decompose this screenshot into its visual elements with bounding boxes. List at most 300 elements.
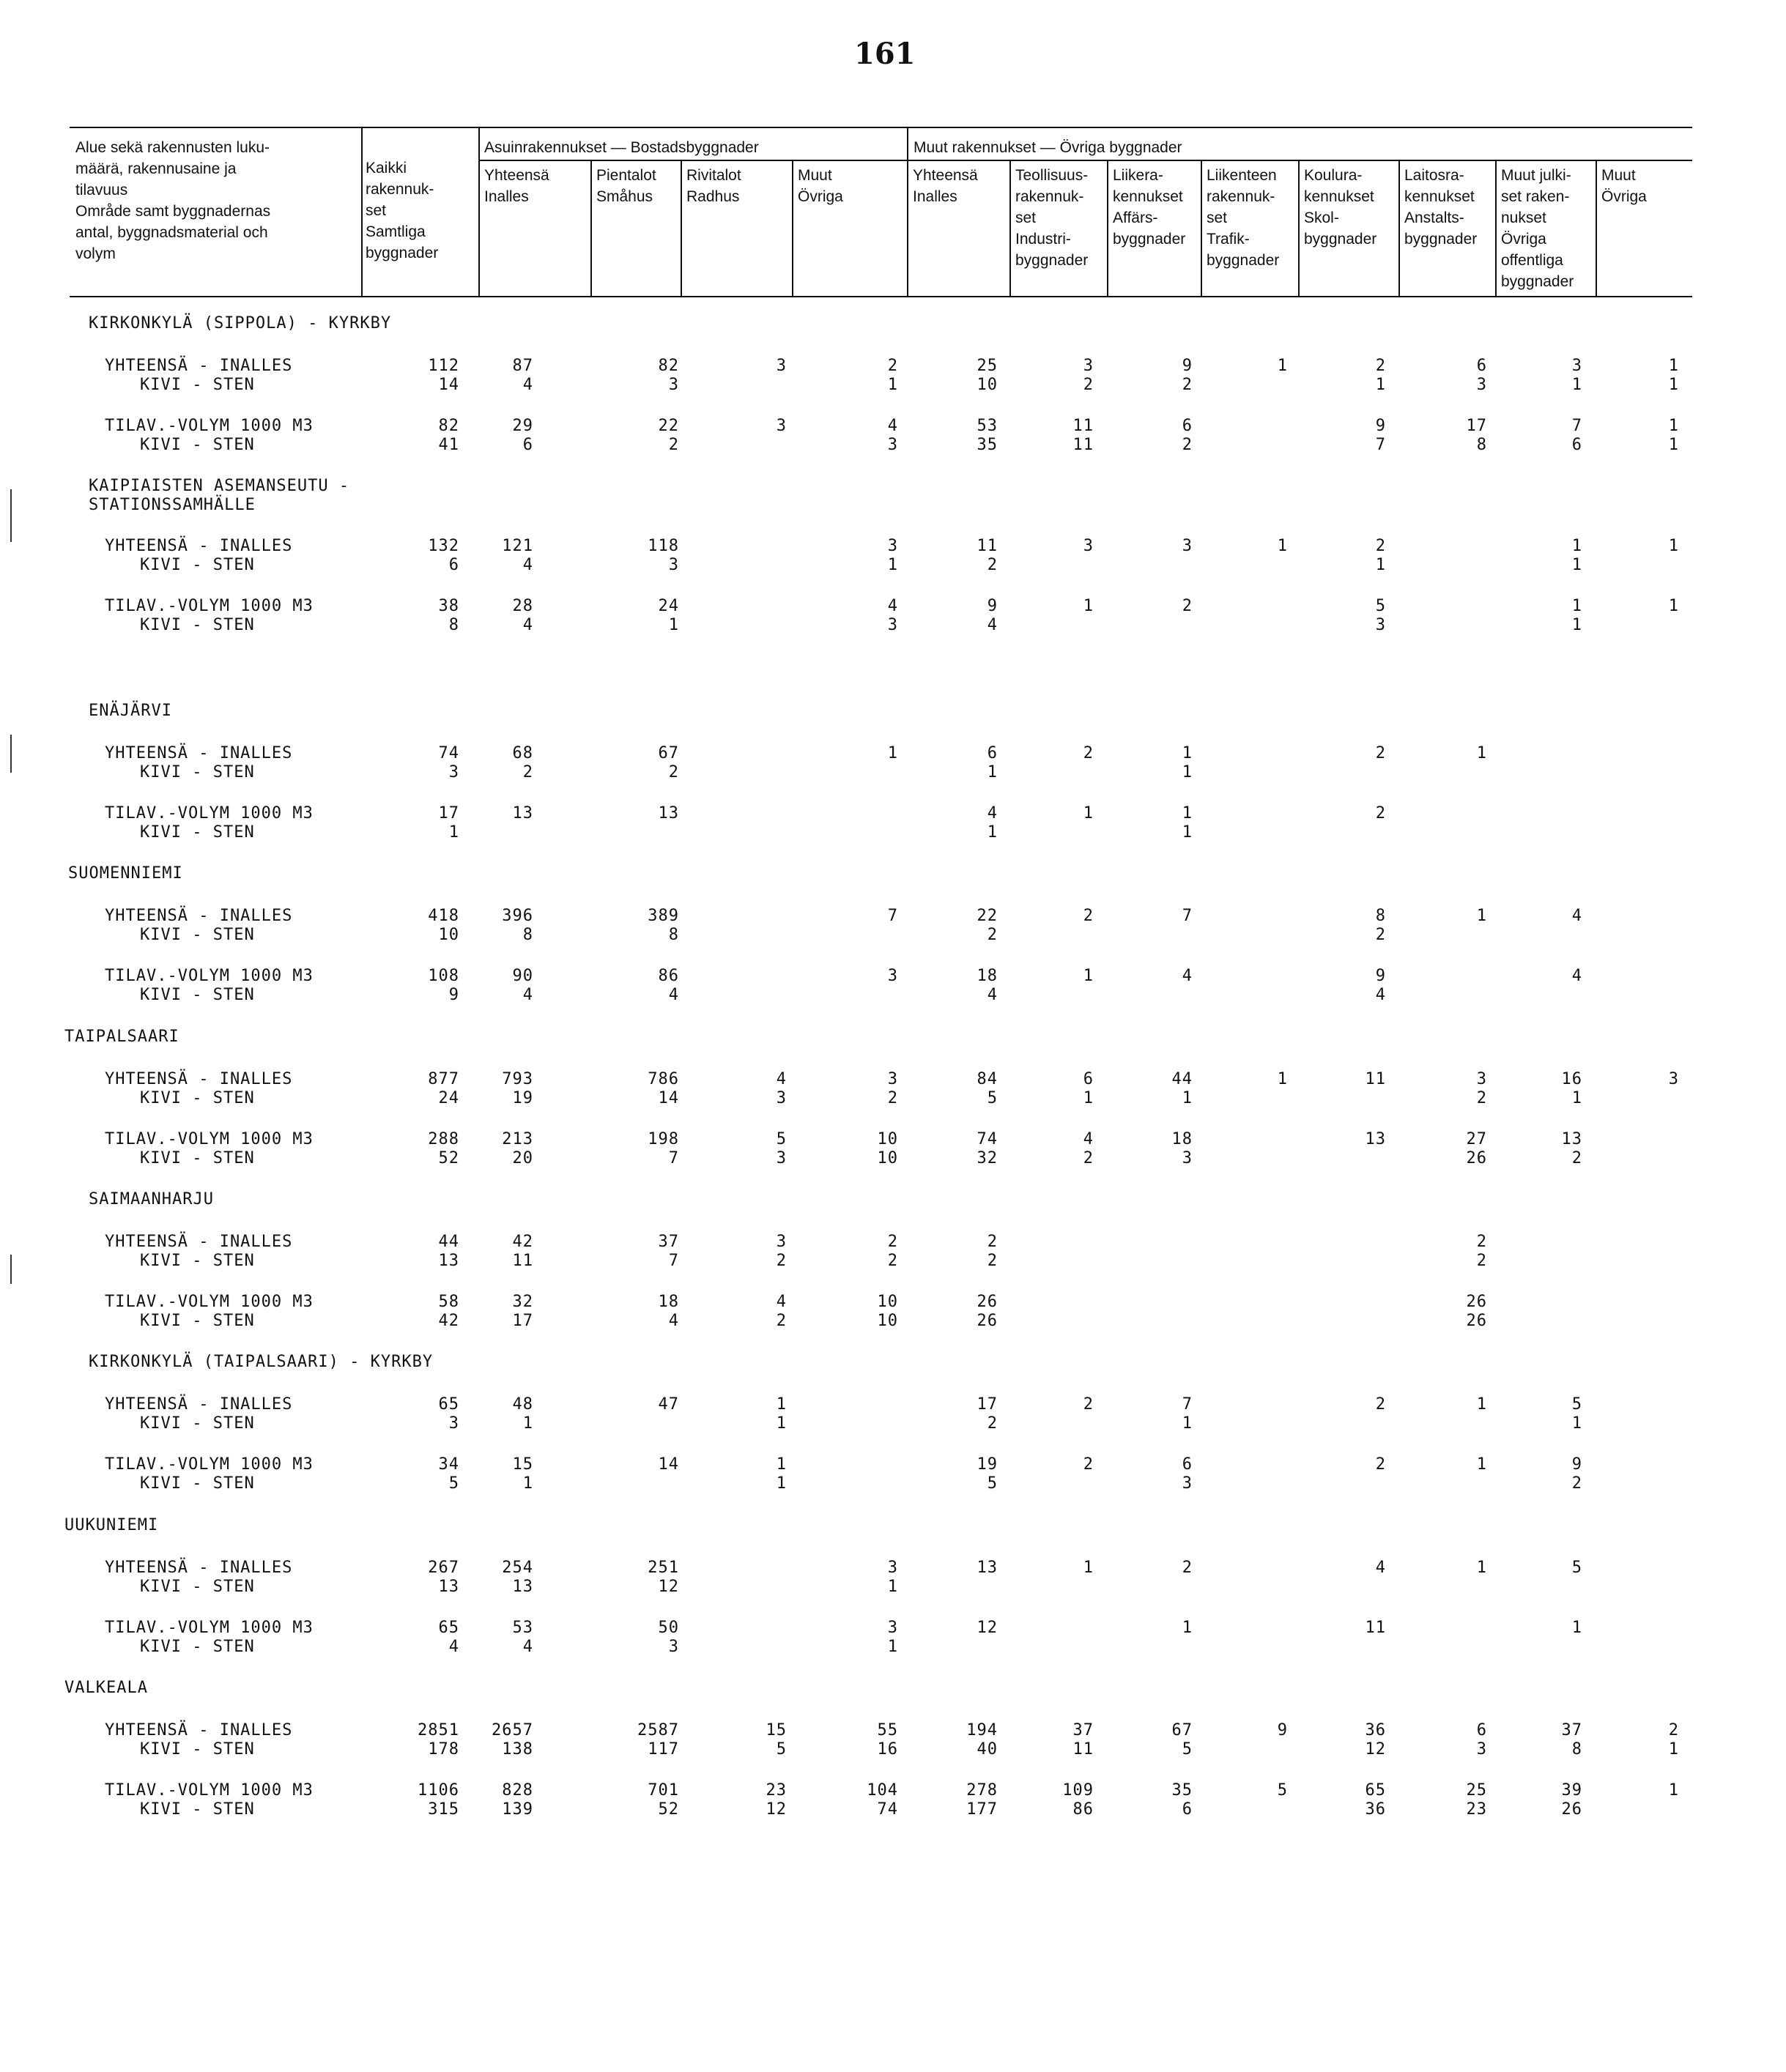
table-cell: 3 bbox=[776, 1149, 787, 1167]
table-cell: 3 bbox=[776, 357, 787, 375]
table-cell: 9 bbox=[1375, 967, 1386, 985]
table-cell: 2 bbox=[668, 436, 679, 454]
table-cell: 1 bbox=[1182, 763, 1193, 781]
table-cell: 22 bbox=[977, 907, 998, 925]
row-label: TILAV.-VOLYM 1000 M3 bbox=[105, 967, 314, 985]
table-cell: 1 bbox=[1668, 537, 1679, 555]
row-label: KIVI - STEN bbox=[140, 926, 255, 944]
table-cell: 2 bbox=[1375, 357, 1386, 375]
table-cell: 27 bbox=[1466, 1130, 1487, 1148]
header-area: Alue sekä rakennusten luku- määrä, rakennusaine ja tilavuus Område samt byggnadernas antal, byggnadsmaterial och volym bbox=[75, 139, 271, 262]
table-cell: 4 bbox=[448, 1638, 459, 1656]
table-cell: 194 bbox=[966, 1721, 998, 1739]
table-cell: 37 bbox=[1072, 1721, 1094, 1739]
table-cell: 2 bbox=[1668, 1721, 1679, 1739]
row-label: TILAV.-VOLYM 1000 M3 bbox=[105, 1781, 314, 1800]
table-cell: 6 bbox=[1571, 436, 1582, 454]
table-cell: 9 bbox=[1375, 417, 1386, 435]
table-cell: 2 bbox=[1375, 1455, 1386, 1474]
table-cell: 1 bbox=[1668, 597, 1679, 615]
table-cell: 1 bbox=[887, 1638, 898, 1656]
table-cell: 2 bbox=[1182, 376, 1193, 394]
table-cell: 13 bbox=[658, 804, 679, 823]
table-cell: 138 bbox=[502, 1740, 533, 1759]
table-cell: 26 bbox=[1466, 1312, 1487, 1330]
table-cell: 28 bbox=[512, 597, 533, 615]
table-cell: 2 bbox=[1375, 1395, 1386, 1414]
table-cell: 10 bbox=[877, 1130, 898, 1148]
table-cell: 1 bbox=[522, 1414, 533, 1433]
table-cell: 1 bbox=[1571, 1089, 1582, 1107]
table-cell: 4 bbox=[987, 804, 998, 823]
table-cell: 37 bbox=[658, 1233, 679, 1251]
table-cell: 55 bbox=[877, 1721, 898, 1739]
table-cell: 7 bbox=[1571, 417, 1582, 435]
table-cell: 1 bbox=[776, 1455, 787, 1474]
table-cell: 9 bbox=[1277, 1721, 1288, 1739]
table-cell: 26 bbox=[977, 1312, 998, 1330]
table-cell: 4 bbox=[1375, 1559, 1386, 1577]
table-cell: 3 bbox=[887, 967, 898, 985]
table-cell: 3 bbox=[887, 1619, 898, 1637]
table-cell: 10 bbox=[438, 926, 459, 944]
scan-mark bbox=[10, 735, 12, 773]
table-cell: 121 bbox=[502, 537, 533, 555]
table-cell: 1 bbox=[1083, 1089, 1094, 1107]
header-col-3: Rivitalot Radhus bbox=[686, 167, 741, 205]
table-cell: 4 bbox=[522, 616, 533, 634]
table-cell: 8 bbox=[668, 926, 679, 944]
table-cell: 5 bbox=[448, 1474, 459, 1493]
row-label: KIVI - STEN bbox=[140, 436, 255, 454]
row-label: KIVI - STEN bbox=[140, 1089, 255, 1107]
table-cell: 65 bbox=[438, 1619, 459, 1637]
table-cell: 8 bbox=[448, 616, 459, 634]
table-cell: 1 bbox=[1083, 1559, 1094, 1577]
table-cell: 22 bbox=[658, 417, 679, 435]
row-label: TILAV.-VOLYM 1000 M3 bbox=[105, 417, 314, 435]
table-cell: 5 bbox=[1571, 1559, 1582, 1577]
table-cell: 35 bbox=[977, 436, 998, 454]
section-title: UUKUNIEMI bbox=[64, 1516, 159, 1534]
table-cell: 1106 bbox=[418, 1781, 459, 1800]
table-cell: 4 bbox=[668, 986, 679, 1004]
table-cell: 3 bbox=[1476, 1740, 1487, 1759]
table-cell: 12 bbox=[658, 1578, 679, 1596]
row-label: KIVI - STEN bbox=[140, 1414, 255, 1433]
table-cell: 2 bbox=[668, 763, 679, 781]
table-cell: 42 bbox=[438, 1312, 459, 1330]
table-cell: 23 bbox=[1466, 1800, 1487, 1819]
header-col-1: Yhteensä Inalles bbox=[484, 167, 549, 205]
table-cell: 9 bbox=[1182, 357, 1193, 375]
table-cell: 37 bbox=[1561, 1721, 1582, 1739]
table-cell: 1 bbox=[1571, 616, 1582, 634]
table-cell: 3 bbox=[776, 417, 787, 435]
table-cell: 3 bbox=[776, 1233, 787, 1251]
table-cell: 2 bbox=[1083, 1149, 1094, 1167]
section-title: KIRKONKYLÄ (TAIPALSAARI) - KYRKBY bbox=[89, 1353, 434, 1371]
table-cell: 2 bbox=[1083, 744, 1094, 762]
table-cell: 13 bbox=[512, 1578, 533, 1596]
table-cell: 2 bbox=[1375, 537, 1386, 555]
table-cell: 8 bbox=[522, 926, 533, 944]
table-cell: 278 bbox=[966, 1781, 998, 1800]
table-cell: 1 bbox=[776, 1414, 787, 1433]
table-cell: 17 bbox=[1466, 417, 1487, 435]
table-cell: 5 bbox=[1182, 1740, 1193, 1759]
table-cell: 1 bbox=[1277, 537, 1288, 555]
table-cell: 87 bbox=[512, 357, 533, 375]
table-cell: 29 bbox=[512, 417, 533, 435]
header-col-9: Koulura- kennukset Skol- byggnader bbox=[1304, 167, 1377, 248]
table-cell: 11 bbox=[512, 1252, 533, 1270]
table-cell: 14 bbox=[438, 376, 459, 394]
table-cell: 41 bbox=[438, 436, 459, 454]
table-cell: 3 bbox=[668, 376, 679, 394]
table-cell: 11 bbox=[1072, 1740, 1094, 1759]
table-cell: 104 bbox=[867, 1781, 898, 1800]
row-label: KIVI - STEN bbox=[140, 1740, 255, 1759]
table-cell: 10 bbox=[877, 1149, 898, 1167]
table-cell: 3 bbox=[776, 1089, 787, 1107]
table-cell: 2657 bbox=[492, 1721, 533, 1739]
table-cell: 26 bbox=[1466, 1293, 1487, 1311]
table-cell: 3 bbox=[1375, 616, 1386, 634]
table-cell: 1 bbox=[1571, 376, 1582, 394]
table-cell: 3 bbox=[887, 1070, 898, 1088]
table-cell: 3 bbox=[1182, 537, 1193, 555]
table-cell: 1 bbox=[1277, 357, 1288, 375]
table-cell: 1 bbox=[1668, 1740, 1679, 1759]
table-cell: 1 bbox=[1571, 1619, 1582, 1637]
table-cell: 86 bbox=[658, 967, 679, 985]
table-cell: 7 bbox=[887, 907, 898, 925]
table-cell: 6 bbox=[1476, 357, 1487, 375]
table-cell: 1 bbox=[1182, 1619, 1193, 1637]
table-cell: 32 bbox=[512, 1293, 533, 1311]
table-cell: 32 bbox=[977, 1149, 998, 1167]
section-title: KIRKONKYLÄ (SIPPOLA) - KYRKBY bbox=[89, 314, 392, 333]
row-label: KIVI - STEN bbox=[140, 376, 255, 394]
table-cell: 1 bbox=[1083, 597, 1094, 615]
table-cell: 10 bbox=[977, 376, 998, 394]
table-cell: 6 bbox=[1476, 1721, 1487, 1739]
table-cell: 198 bbox=[648, 1130, 679, 1148]
table-cell: 178 bbox=[428, 1740, 459, 1759]
table-cell: 1 bbox=[1476, 1455, 1487, 1474]
table-cell: 5 bbox=[1375, 597, 1386, 615]
table-cell: 5 bbox=[987, 1474, 998, 1493]
table-cell: 24 bbox=[658, 597, 679, 615]
table-cell: 6 bbox=[987, 744, 998, 762]
table-cell: 65 bbox=[1365, 1781, 1386, 1800]
table-cell: 4 bbox=[668, 1312, 679, 1330]
table-cell: 53 bbox=[512, 1619, 533, 1637]
table-cell: 1 bbox=[887, 556, 898, 574]
table-cell: 139 bbox=[502, 1800, 533, 1819]
table-cell: 1 bbox=[1375, 556, 1386, 574]
table-cell: 2 bbox=[1476, 1252, 1487, 1270]
table-cell: 1 bbox=[1668, 436, 1679, 454]
table-cell: 42 bbox=[512, 1233, 533, 1251]
section-title: ENÄJÄRVI bbox=[89, 702, 172, 720]
table-cell: 1 bbox=[1668, 417, 1679, 435]
table-cell: 1 bbox=[987, 823, 998, 842]
table-cell: 1 bbox=[668, 616, 679, 634]
row-label: KIVI - STEN bbox=[140, 1474, 255, 1493]
table-cell: 13 bbox=[977, 1559, 998, 1577]
table-cell: 1 bbox=[1476, 907, 1487, 925]
table-cell: 7 bbox=[1182, 907, 1193, 925]
table-cell: 4 bbox=[522, 986, 533, 1004]
table-cell: 18 bbox=[1171, 1130, 1193, 1148]
table-cell: 16 bbox=[877, 1740, 898, 1759]
table-cell: 9 bbox=[987, 597, 998, 615]
table-cell: 267 bbox=[428, 1559, 459, 1577]
table-cell: 13 bbox=[438, 1252, 459, 1270]
table-cell: 3 bbox=[1083, 537, 1094, 555]
table-cell: 786 bbox=[648, 1070, 679, 1088]
table-cell: 1 bbox=[1571, 537, 1582, 555]
table-cell: 2 bbox=[1476, 1089, 1487, 1107]
table-cell: 35 bbox=[1171, 1781, 1193, 1800]
table-cell: 4 bbox=[1375, 986, 1386, 1004]
table-cell: 52 bbox=[438, 1149, 459, 1167]
table-cell: 2 bbox=[987, 1252, 998, 1270]
page-number: 161 bbox=[854, 37, 916, 71]
table-cell: 254 bbox=[502, 1559, 533, 1577]
table-cell: 17 bbox=[977, 1395, 998, 1414]
table-cell: 67 bbox=[1171, 1721, 1193, 1739]
table-cell: 3 bbox=[1476, 376, 1487, 394]
table-cell: 18 bbox=[977, 967, 998, 985]
table-cell: 2 bbox=[1182, 597, 1193, 615]
table-cell: 5 bbox=[776, 1740, 787, 1759]
table-cell: 12 bbox=[977, 1619, 998, 1637]
table-cell: 20 bbox=[512, 1149, 533, 1167]
section-title: KAIPIAISTEN ASEMANSEUTU - STATIONSSAMHÄLLE bbox=[89, 477, 350, 514]
table-cell: 7 bbox=[668, 1149, 679, 1167]
table-cell: 108 bbox=[428, 967, 459, 985]
table-cell: 47 bbox=[658, 1395, 679, 1414]
table-cell: 1 bbox=[1375, 376, 1386, 394]
table-cell: 13 bbox=[438, 1578, 459, 1596]
table-cell: 12 bbox=[1365, 1740, 1386, 1759]
table-cell: 389 bbox=[648, 907, 679, 925]
table-cell: 2 bbox=[1375, 804, 1386, 823]
table-cell: 26 bbox=[1466, 1149, 1487, 1167]
table-cell: 11 bbox=[1365, 1070, 1386, 1088]
table-cell: 315 bbox=[428, 1800, 459, 1819]
table-cell: 3 bbox=[1571, 357, 1582, 375]
row-label: YHTEENSÄ - INALLES bbox=[105, 1721, 293, 1739]
table-cell: 5 bbox=[1277, 1781, 1288, 1800]
row-label: YHTEENSÄ - INALLES bbox=[105, 1070, 293, 1088]
section-title: SUOMENNIEMI bbox=[68, 864, 183, 883]
table-cell: 2 bbox=[1182, 436, 1193, 454]
table-cell: 13 bbox=[1365, 1130, 1386, 1148]
table-cell: 3 bbox=[887, 1559, 898, 1577]
table-cell: 24 bbox=[438, 1089, 459, 1107]
table-cell: 2 bbox=[1083, 376, 1094, 394]
table-cell: 2 bbox=[1571, 1149, 1582, 1167]
table-cell: 52 bbox=[658, 1800, 679, 1819]
table-cell: 5 bbox=[1571, 1395, 1582, 1414]
table-cell: 6 bbox=[1182, 1800, 1193, 1819]
table-cell: 396 bbox=[502, 907, 533, 925]
table-cell: 4 bbox=[1571, 907, 1582, 925]
table-cell: 2 bbox=[1182, 1559, 1193, 1577]
table-cell: 4 bbox=[887, 417, 898, 435]
header-col-2: Pientalot Småhus bbox=[596, 167, 656, 205]
table-cell: 3 bbox=[668, 556, 679, 574]
table-cell: 50 bbox=[658, 1619, 679, 1637]
table-cell: 18 bbox=[658, 1293, 679, 1311]
table-cell: 11 bbox=[1072, 417, 1094, 435]
table-cell: 9 bbox=[1571, 1455, 1582, 1474]
table-cell: 2 bbox=[1083, 1395, 1094, 1414]
table-cell: 1 bbox=[1571, 556, 1582, 574]
row-label: TILAV.-VOLYM 1000 M3 bbox=[105, 804, 314, 823]
table-cell: 2 bbox=[987, 556, 998, 574]
row-label: TILAV.-VOLYM 1000 M3 bbox=[105, 1619, 314, 1637]
table-cell: 2 bbox=[887, 1252, 898, 1270]
table-cell: 112 bbox=[428, 357, 459, 375]
row-label: YHTEENSÄ - INALLES bbox=[105, 1395, 293, 1414]
table-cell: 6 bbox=[1182, 417, 1193, 435]
table-cell: 1 bbox=[776, 1395, 787, 1414]
table-cell: 36 bbox=[1365, 1800, 1386, 1819]
table-cell: 2 bbox=[1375, 744, 1386, 762]
table-cell: 7 bbox=[668, 1252, 679, 1270]
table-cell: 2 bbox=[776, 1312, 787, 1330]
row-label: KIVI - STEN bbox=[140, 616, 255, 634]
table-cell: 132 bbox=[428, 537, 459, 555]
table-cell: 4 bbox=[987, 986, 998, 1004]
table-cell: 2 bbox=[987, 1414, 998, 1433]
table-cell: 1 bbox=[1083, 967, 1094, 985]
table-cell: 4 bbox=[522, 376, 533, 394]
table-cell: 19 bbox=[977, 1455, 998, 1474]
table-cell: 25 bbox=[1466, 1781, 1487, 1800]
row-label: YHTEENSÄ - INALLES bbox=[105, 1559, 293, 1577]
table-cell: 2 bbox=[1083, 1455, 1094, 1474]
table-cell: 74 bbox=[438, 744, 459, 762]
header-all-buildings: Kaikki rakennuk- set Samtliga byggnader bbox=[366, 160, 439, 261]
table-cell: 3 bbox=[887, 616, 898, 634]
table-cell: 14 bbox=[658, 1455, 679, 1474]
table-cell: 1 bbox=[887, 376, 898, 394]
table-cell: 1 bbox=[1083, 804, 1094, 823]
table-cell: 8 bbox=[1571, 1740, 1582, 1759]
table-cell: 251 bbox=[648, 1559, 679, 1577]
table-cell: 15 bbox=[512, 1455, 533, 1474]
table-cell: 1 bbox=[1182, 823, 1193, 842]
table-cell: 7 bbox=[1182, 1395, 1193, 1414]
table-cell: 39 bbox=[1561, 1781, 1582, 1800]
table-cell: 5 bbox=[776, 1130, 787, 1148]
table-cell: 26 bbox=[1561, 1800, 1582, 1819]
row-label: KIVI - STEN bbox=[140, 986, 255, 1004]
row-label: KIVI - STEN bbox=[140, 556, 255, 574]
section-title: SAIMAANHARJU bbox=[89, 1190, 214, 1208]
table-cell: 213 bbox=[502, 1130, 533, 1148]
table-cell: 2 bbox=[987, 926, 998, 944]
table-cell: 36 bbox=[1365, 1721, 1386, 1739]
table-cell: 3 bbox=[887, 436, 898, 454]
table-cell: 7 bbox=[1375, 436, 1386, 454]
table-cell: 177 bbox=[966, 1800, 998, 1819]
table-cell: 84 bbox=[977, 1070, 998, 1088]
table-cell: 14 bbox=[658, 1089, 679, 1107]
table-cell: 1 bbox=[887, 744, 898, 762]
table-cell: 1 bbox=[1182, 804, 1193, 823]
row-label: YHTEENSÄ - INALLES bbox=[105, 537, 293, 555]
table-cell: 4 bbox=[887, 597, 898, 615]
table-cell: 793 bbox=[502, 1070, 533, 1088]
table-cell: 418 bbox=[428, 907, 459, 925]
row-label: KIVI - STEN bbox=[140, 1638, 255, 1656]
table-cell: 15 bbox=[766, 1721, 787, 1739]
table-cell: 8 bbox=[1375, 907, 1386, 925]
table-header bbox=[70, 127, 1692, 299]
table-cell: 25 bbox=[977, 357, 998, 375]
table-cell: 2 bbox=[1571, 1474, 1582, 1493]
table-cell: 3 bbox=[1083, 357, 1094, 375]
row-label: TILAV.-VOLYM 1000 M3 bbox=[105, 1455, 314, 1474]
table-cell: 1 bbox=[1571, 1414, 1582, 1433]
table-cell: 23 bbox=[766, 1781, 787, 1800]
row-label: KIVI - STEN bbox=[140, 1800, 255, 1819]
table-cell: 1 bbox=[776, 1474, 787, 1493]
table-cell: 2 bbox=[1375, 926, 1386, 944]
table-cell: 86 bbox=[1072, 1800, 1094, 1819]
header-col-5: Yhteensä Inalles bbox=[913, 167, 978, 205]
table-cell: 65 bbox=[438, 1395, 459, 1414]
table-cell: 1 bbox=[1668, 1781, 1679, 1800]
table-cell: 3 bbox=[1668, 1070, 1679, 1088]
table-cell: 1 bbox=[1476, 1559, 1487, 1577]
table-cell: 12 bbox=[766, 1800, 787, 1819]
table-cell: 4 bbox=[776, 1293, 787, 1311]
table-cell: 3 bbox=[1182, 1149, 1193, 1167]
scan-mark bbox=[10, 489, 12, 542]
table-cell: 6 bbox=[1182, 1455, 1193, 1474]
table-cell: 82 bbox=[438, 417, 459, 435]
table-cell: 288 bbox=[428, 1130, 459, 1148]
table-cell: 4 bbox=[1571, 967, 1582, 985]
table-cell: 53 bbox=[977, 417, 998, 435]
table-cell: 828 bbox=[502, 1781, 533, 1800]
table-cell: 1 bbox=[522, 1474, 533, 1493]
row-label: KIVI - STEN bbox=[140, 763, 255, 781]
section-title: TAIPALSAARI bbox=[64, 1028, 179, 1046]
header-col-12: Muut Övriga bbox=[1601, 167, 1647, 205]
table-cell: 10 bbox=[877, 1293, 898, 1311]
table-cell: 1 bbox=[1668, 357, 1679, 375]
header-col-4: Muut Övriga bbox=[798, 167, 843, 205]
table-cell: 74 bbox=[977, 1130, 998, 1148]
table-cell: 2 bbox=[522, 763, 533, 781]
header-col-7: Liikera- kennukset Affärs- byggnader bbox=[1113, 167, 1186, 248]
table-cell: 38 bbox=[438, 597, 459, 615]
table-cell: 16 bbox=[1561, 1070, 1582, 1088]
table-cell: 3 bbox=[1182, 1474, 1193, 1493]
row-label: YHTEENSÄ - INALLES bbox=[105, 357, 293, 375]
header-residential-group: Asuinrakennukset — Bostadsbyggnader bbox=[484, 139, 759, 156]
table-cell: 17 bbox=[438, 804, 459, 823]
